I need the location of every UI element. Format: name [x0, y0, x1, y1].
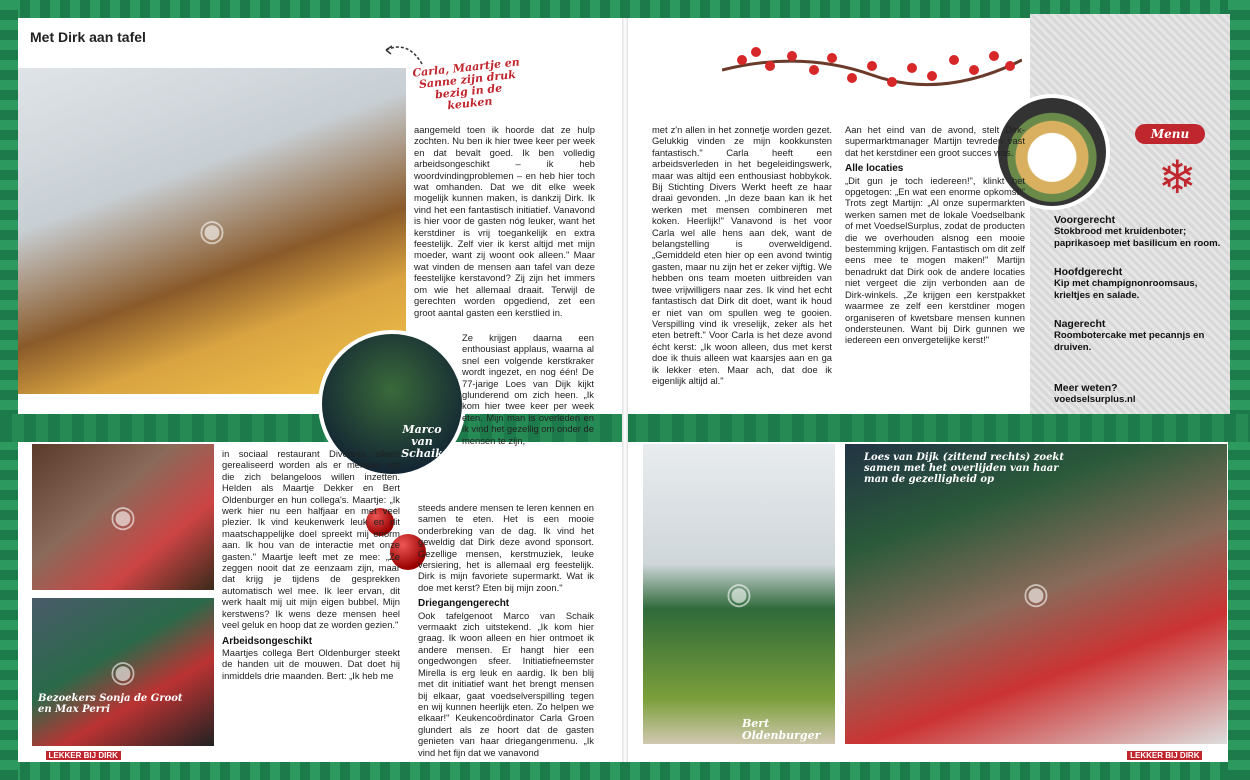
photo-icon: ◉ — [725, 577, 753, 611]
footer-left — [30, 750, 191, 760]
menu-badge: Menu — [1135, 124, 1205, 144]
menu-more-info — [1054, 382, 1224, 406]
curved-arrow-icon — [378, 40, 426, 68]
menu-heading: Hoofdgerecht — [1054, 266, 1123, 278]
website-link[interactable]: voedselsurplus.nl — [1054, 394, 1136, 405]
article-column-1b — [462, 332, 594, 446]
photo-icon: ◉ — [1022, 577, 1050, 611]
issue-date-left: december 2023 — [126, 750, 192, 760]
subheading: Arbeidsongeschikt — [222, 635, 313, 647]
menu-item: Kip met champignonroomsaus, krieltjes en salade. — [1054, 278, 1198, 301]
paragraph: in sociaal restaurant Diversas alleen gerealiseerd worden als er mensen zijn die zich belangeloos willen inzetten. Helden als Maartje Dekker en Bert Oldenburger en hun collega's. Maartje: „Ik werk hier nu een halfjaar en met veel plezier. Ik vind keukenwerk leuk en dit maatschappelijke doel spreekt mij enorm aan. Ik hou van de interactie met onze gasten." Maartje leeft met ze mee: „Ze zeggen nooit dat ze eenzaam zijn, maar dat krijg je tijdens de gesprekken automatisch wel mee. Ik leer ervan, dit werk haalt mij uit mijn eigen bubbel. Mijn kerstwens? Ik wens deze mensen heel veel geluk en hoop dat ze worden gezien." — [222, 448, 400, 631]
article-column-3 — [845, 124, 1025, 346]
paragraph: Aan het eind van de avond, stelt Dirk-supermarktmanager Martijn tevreden vast dat het kerstdiner een groot succes was. — [845, 124, 1025, 158]
menu-heading: Nagerecht — [1054, 318, 1106, 330]
party-photo — [845, 444, 1227, 744]
paragraph: steeds andere mensen te leren kennen en samen te eten. Het is een mooie onderbreking van de dag. Ik vind het geweldig dat Dirk deze avond sponsort. Gezellige mensen, kerstmuziek, leuke versiering, het is allemaal erg feestelijk. Dirk is mijn favoriete supermarkt. Wat ik doe met kerst? Eten bij mijn zoon." — [418, 502, 594, 593]
page-number-right: 27 — [1207, 750, 1218, 760]
menu-item: Roombotercake met pecannjs en druiven. — [1054, 330, 1205, 353]
paragraph: Maartjes collega Bert Oldenburger steekt de handen uit de mouwen. Dat doet hij inmiddels drie maanden. Bert: „Ik heb me — [222, 646, 400, 681]
brand-logo: LEKKER BIJ DIRK — [46, 751, 121, 760]
section-label: Met Dirk aan tafel — [30, 29, 146, 45]
paragraph: aangemeld toen ik hoorde dat ze hulp zochten. Nu ben ik hier twee keer per week en dat bevalt goed. Ik ben volledig arbeidsongeschikt – ik heb woordvindingproblemen – en heb hier toch wat omhanden. Dat we dit elke week mogelijk kunnen maken, is dankzij Dirk. Ik vind het een fantastisch initiatief. Vanavond is hier voor de gasten nóg leuker, want het kerstdiner is vrij toegankelijk en extra feestelijk. Zelf vier ik kerst altijd met mijn moeder, want zij woont ook alleen." Maar wat vinden de mensen aan tafel van deze feestelijke kerstavond? Zij zijn het immers om wie het allemaal draait. Terwijl de gerechten worden opgediend, zet een groot aantal gasten een kerstlied in. — [414, 124, 595, 318]
bottom-knit-border — [0, 762, 1250, 780]
brand-logo: LEKKER BIJ DIRK — [1127, 751, 1202, 760]
right-knit-border — [1228, 0, 1250, 780]
bert-caption: Bert Oldenburger — [742, 717, 821, 742]
paragraph: Ook tafelgenoot Marco van Schaik vermaakt zich uitstekend. „Ik kom hier graag. Ik woon alleen en hier ontmoet ik andere mensen. Er hangt hier een ongedwongen sfeer. Initiatiefneemster Mirella is erg leuk en aardig. Ik ben blij met dit initiatief want het brengt mensen bij elkaar, gaat voedselverspilling tegen en wij kunnen heerlijk eten. Zo helpen we elkaar!" Keukencoördinator Carla Groen glundert als ze hoort dat de gasten genieten van haar driegangenmenu. „Ik vind het fijn dat we vanavond — [418, 609, 594, 758]
guests-photo-top — [32, 444, 214, 590]
menu-nagerecht — [1054, 318, 1224, 354]
menu-heading: Voorgerecht — [1054, 214, 1116, 226]
kitchen-caption: Carla, Maartje en Sanne zijn druk bezig in de keuken — [411, 55, 521, 113]
berry-branch-icon — [722, 30, 1022, 110]
photo-icon: ◉ — [109, 500, 137, 534]
page-number-left: 26 — [30, 750, 41, 760]
paragraph: Ze krijgen daarna een enthousiast applaus, waarna al snel een volgende kerstkraker wordt ingezet, en nog één! De 77-jarige Loes van Dijk kijkt glunderend om zich heen. „Ik kom hier twee keer per week eten. Mijn man is overleden en ik vind het gezellig om onder de mensen te zijn, — [462, 332, 594, 446]
guests-photo-bottom — [32, 598, 214, 746]
subheading: Alle locaties — [845, 163, 904, 175]
magazine-spine — [622, 18, 628, 762]
paragraph: „Dit gun je toch iedereen!", klinkt het opgetogen: „En wat een enorme opkomst!" Trots zegt Martijn: „Al onze supermarkten werken samen met de lokale Voedselbank of met VoedselSurplus, zodat de producten die we overhouden alsnog een mooie bestemming krijgen. Fantastisch om dit zelf eens mee te mogen maken!" Martijn benadrukt dat Dirk ook de andere locaties niet vergeet die zijn verbonden aan de Dirk-winkels. „Ze krijgen een kerstpakket waarmee ze zelf een kerstdiner mogen organiseren of kwetsbare mensen kunnen ondersteunen. Want bij Dirk gunnen we iedereen een onvergetelijke kerst!" — [845, 174, 1025, 346]
menu-item: Stokbrood met kruidenboter; paprikasoep met basilicum en room. — [1054, 226, 1221, 249]
article-column-1c — [418, 502, 594, 758]
article-column-1 — [414, 124, 595, 318]
photo-icon: ◉ — [109, 655, 137, 689]
footer-right — [1057, 750, 1218, 760]
subheading: Driegangengerecht — [418, 598, 510, 610]
party-caption: Loes van Dijk (zittend rechts) zoekt samen met het overlijden van haar man de gezelligheid op — [864, 452, 1064, 485]
bert-photo — [643, 444, 835, 744]
reindeer-icon: ❄ — [1158, 151, 1197, 203]
photo-icon: ◉ — [198, 214, 226, 248]
menu-hoofdgerecht — [1054, 266, 1224, 302]
menu-heading: Meer weten? — [1054, 382, 1118, 394]
marco-caption: Marco van Schaik — [401, 423, 443, 460]
left-knit-border — [0, 0, 18, 780]
article-column-2 — [652, 124, 832, 386]
menu-voorgerecht — [1054, 214, 1224, 250]
issue-date-right: december 2023 — [1056, 750, 1122, 760]
paragraph: met z'n allen in het zonnetje worden gezet. Gelukkig vinden ze mijn kookkunsten fantastisch." Carla heeft een arbeidsverleden in het begeleidingswerk, maar was altijd een enthousiast hobbykok. Bij Stichting Divers Werkt heeft ze haar draai gevonden. „In deze baan kan ik het werken met mensen combineren met koken. Heerlijk!" Vanavond is het voor Carla wel alle hens aan dek, want de belangstelling is overweldigend. „Gemiddeld eten hier op een avond twintig gasten, maar nu zijn het er zeker vijftig. We hebben ons team moeten uitbreiden van twee vrijwilligers naar zes. Ik vind het echt fantastisch dat Dirk dit doet, want ik houd er niet van om spullen weg te gooien. Verspilling vind ik vreselijk, zeker als het eten betreft." Voor Carla is het deze avond écht kerst: „Ik woon alleen, dus met kerst doe ik thuis alleen wat kaarsjes aan en ga ik lekker eten. Maar ach, dat doe ik eigenlijk altijd al." — [652, 124, 832, 386]
article-column-left — [222, 448, 400, 681]
guests-caption: Bezoekers Sonja de Groot en Max Perri — [38, 693, 183, 715]
